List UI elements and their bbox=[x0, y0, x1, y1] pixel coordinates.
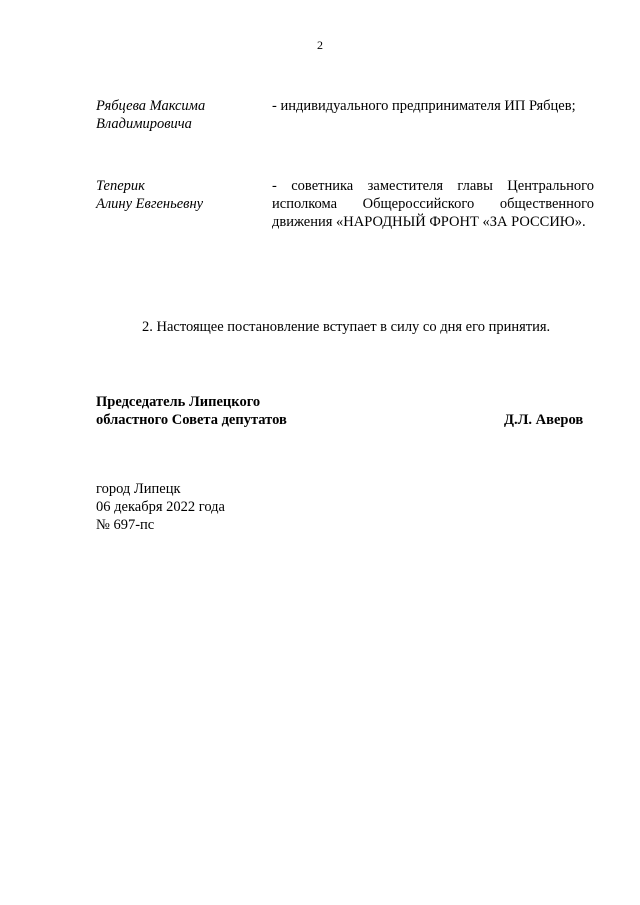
person-name bbox=[96, 177, 266, 213]
signer-title-line2: областного Совета депутатов bbox=[96, 412, 287, 428]
document-number: № 697-пс bbox=[96, 517, 155, 533]
signer-name: Д.Л. Аверов bbox=[504, 412, 584, 428]
page-number: 2 bbox=[317, 38, 323, 52]
person-name-line1: Теперик bbox=[96, 178, 145, 194]
document-footer bbox=[96, 480, 396, 534]
person-name-line2: Алину Евгеньевну bbox=[96, 196, 204, 212]
signer-title-line1: Председатель Липецкого bbox=[96, 394, 261, 410]
person-name bbox=[96, 97, 266, 133]
city: город Липецк bbox=[96, 481, 181, 497]
person-description: - советника заместителя главы Центрального исполкома Общероссийского общественного движения «НАРОДНЫЙ ФРОНТ «ЗА РОССИЮ». bbox=[272, 178, 594, 230]
clause-2: 2. Настоящее постановление вступает в силу со дня его принятия. bbox=[142, 319, 551, 335]
signer-title bbox=[96, 393, 416, 429]
document-date: 06 декабря 2022 года bbox=[96, 499, 225, 515]
person-description: - индивидуального предпринимателя ИП Рябцев; bbox=[272, 98, 576, 114]
person-name-line2: Владимировича bbox=[96, 116, 192, 132]
person-name-line1: Рябцева Максима bbox=[96, 98, 206, 114]
